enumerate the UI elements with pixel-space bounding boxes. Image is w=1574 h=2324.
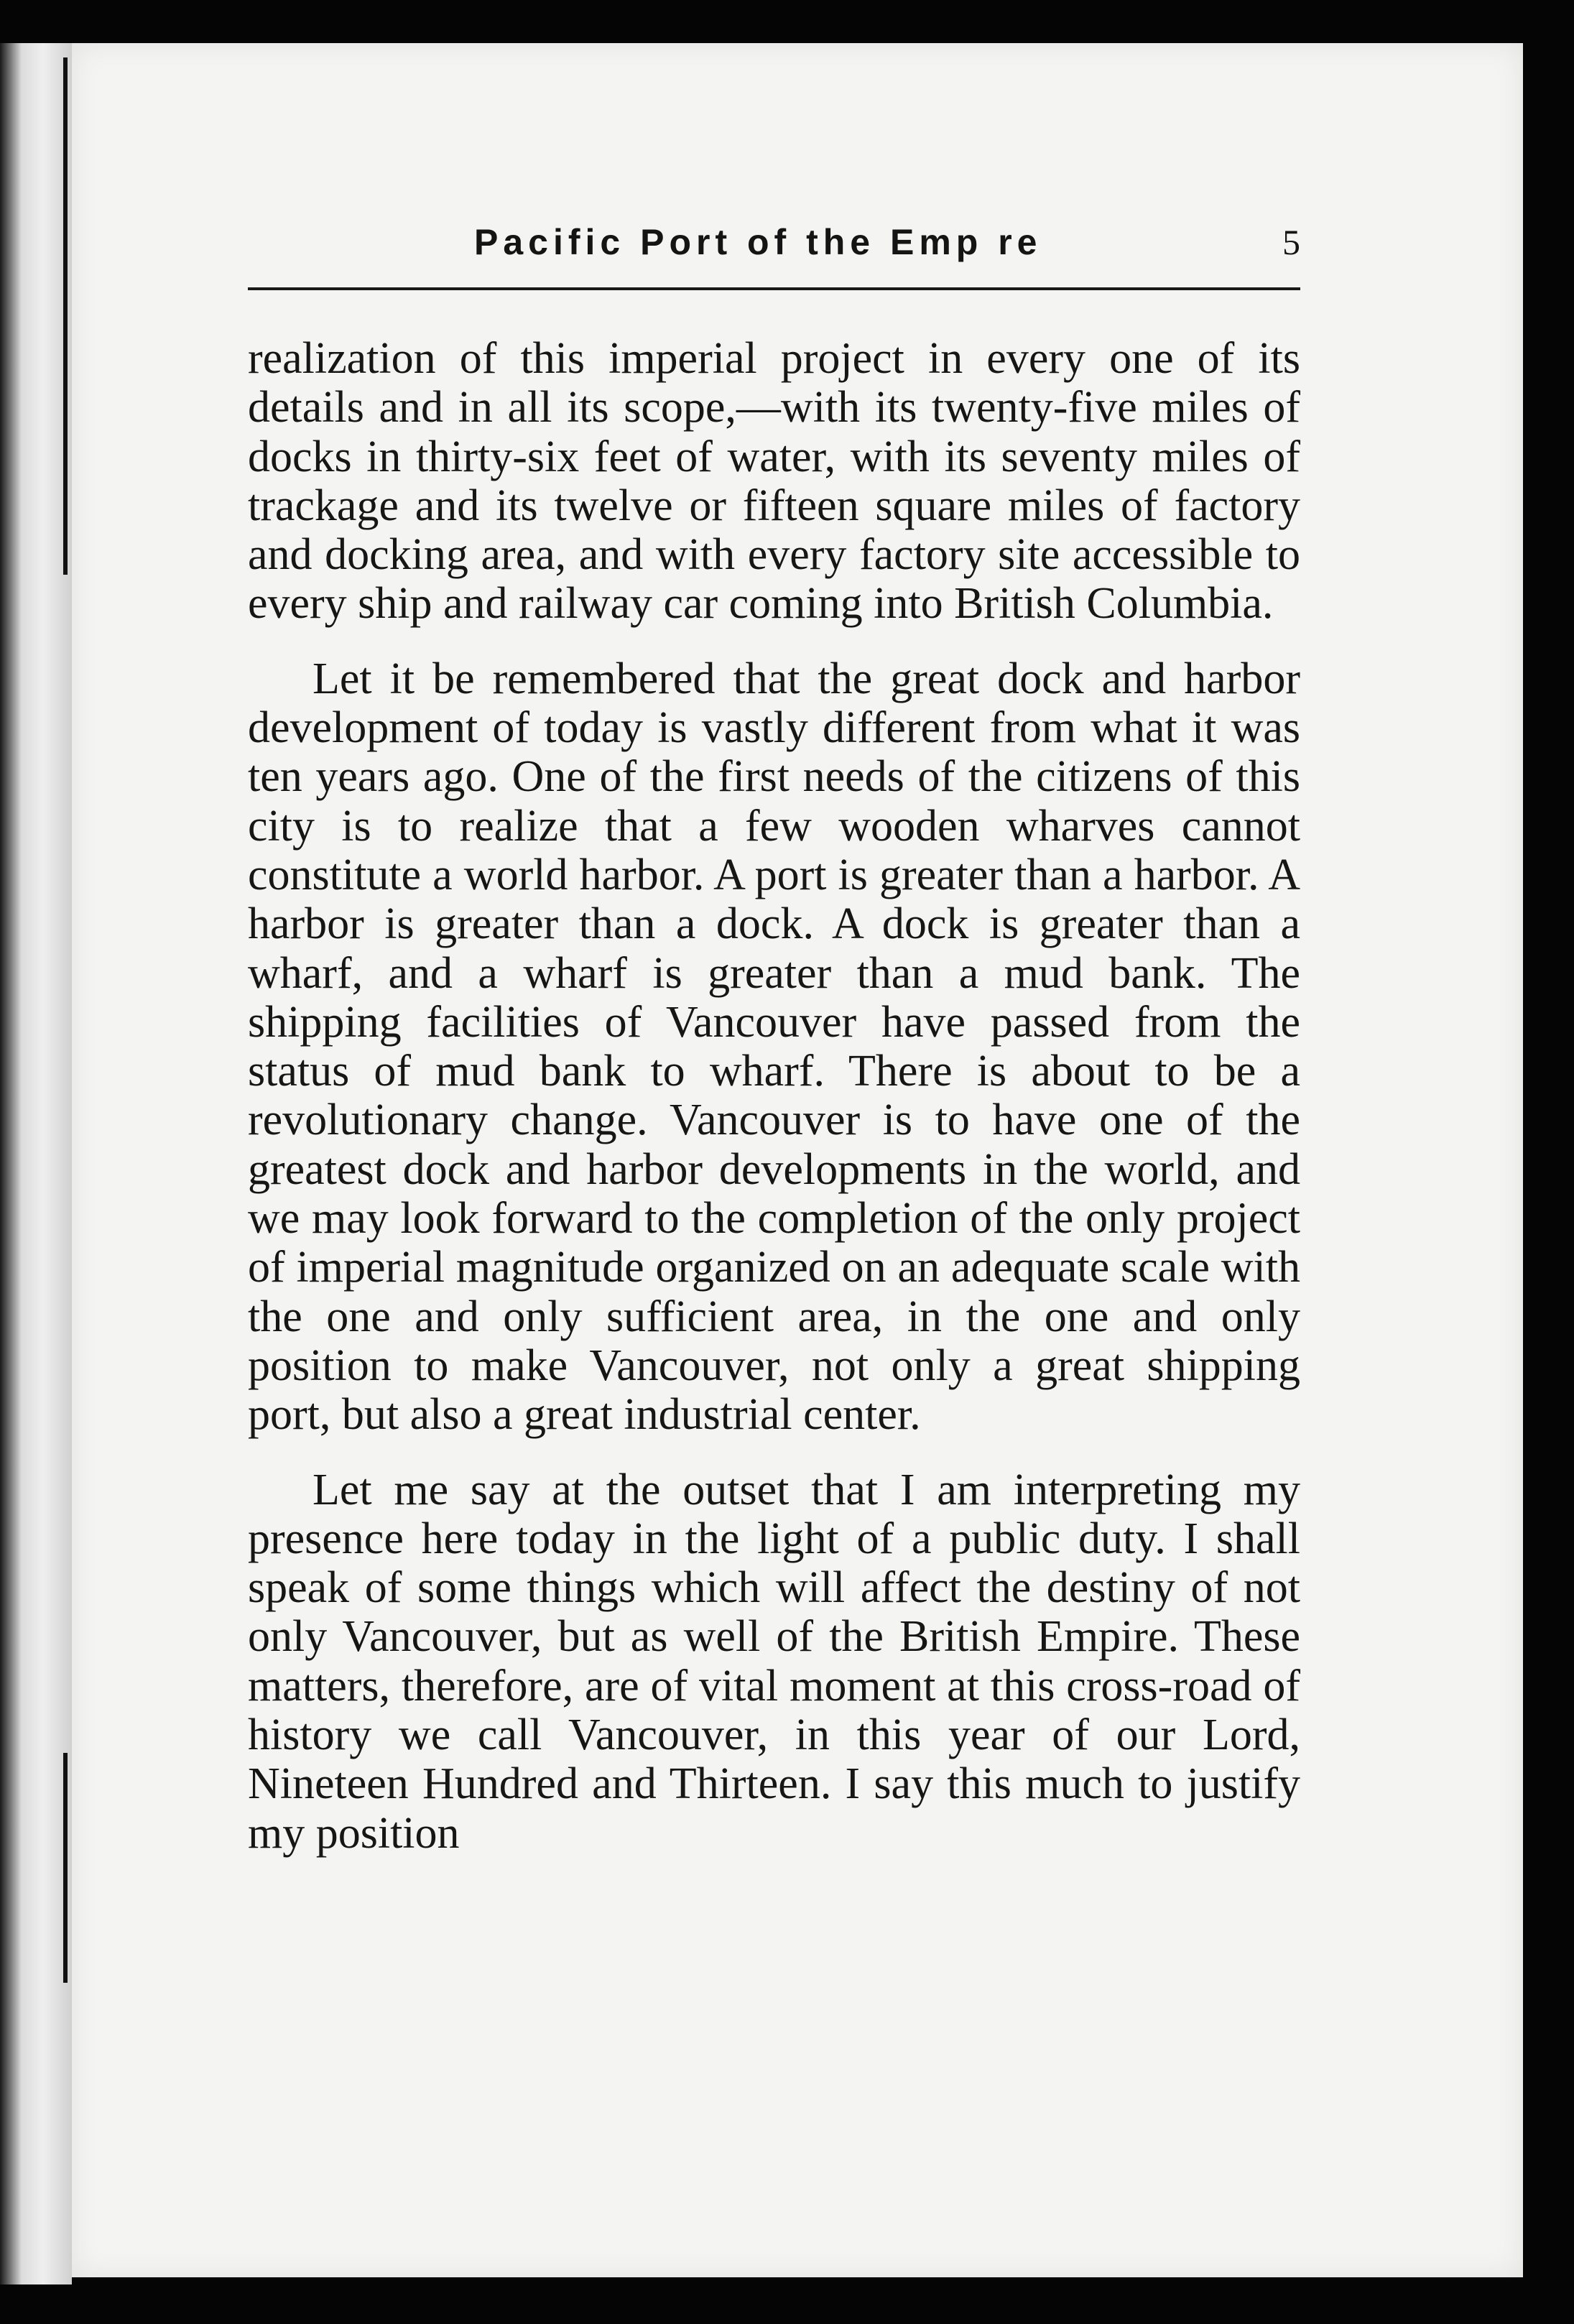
binding-shadow-top xyxy=(63,57,68,575)
page-number: 5 xyxy=(1282,222,1300,262)
body-text xyxy=(248,334,1300,1858)
facing-page-edge xyxy=(0,43,72,2284)
binding-shadow-bottom xyxy=(63,1753,68,1983)
paragraph-3: Let me say at the outset that I am interpreting my presence here today in the light of a public duty. I shall speak of some things which will affect the destiny of not only Vancouver, but as well of the British Empire. These matters, therefore, are of vital moment at this cross-road of history we call Vancouver, in this year of our Lord, Nineteen Hundred and Thirteen. I say this much to justify my position xyxy=(248,1465,1300,1858)
paragraph-1: realization of this imperial project in every one of its details and in all its scope,—with its twenty-five miles of docks in thirty-six feet of water, with its seventy miles of trackage and its twelve or fifteen square miles of factory and docking area, and with every factory site accessible to every ship and railway car coming into British Columbia. xyxy=(248,334,1300,629)
paragraph-2: Let it be remembered that the great dock and harbor development of today is vastly different from what it was ten years ago. One of the first needs of the citizens of this city is to realize that a few wooden wharves cannot constitute a world harbor. A port is greater than a harbor. A harbor is greater than a dock. A dock is greater than a wharf, and a wharf is greater than a mud bank. The shipping facilities of Vancouver have passed from the status of mud bank to wharf. There is about to be a revolutionary change. Vancouver is to have one of the greatest dock and harbor developments in the world, and we may look forward to the completion of the only project of imperial magnitude organized on an adequate scale with the one and only sufficient area, in the one and only position to make Vancouver, not only a great shipping port, but also a great industrial center. xyxy=(248,654,1300,1440)
running-title: Pacific Port of the Emp re xyxy=(474,222,1042,262)
running-header xyxy=(248,208,1300,290)
